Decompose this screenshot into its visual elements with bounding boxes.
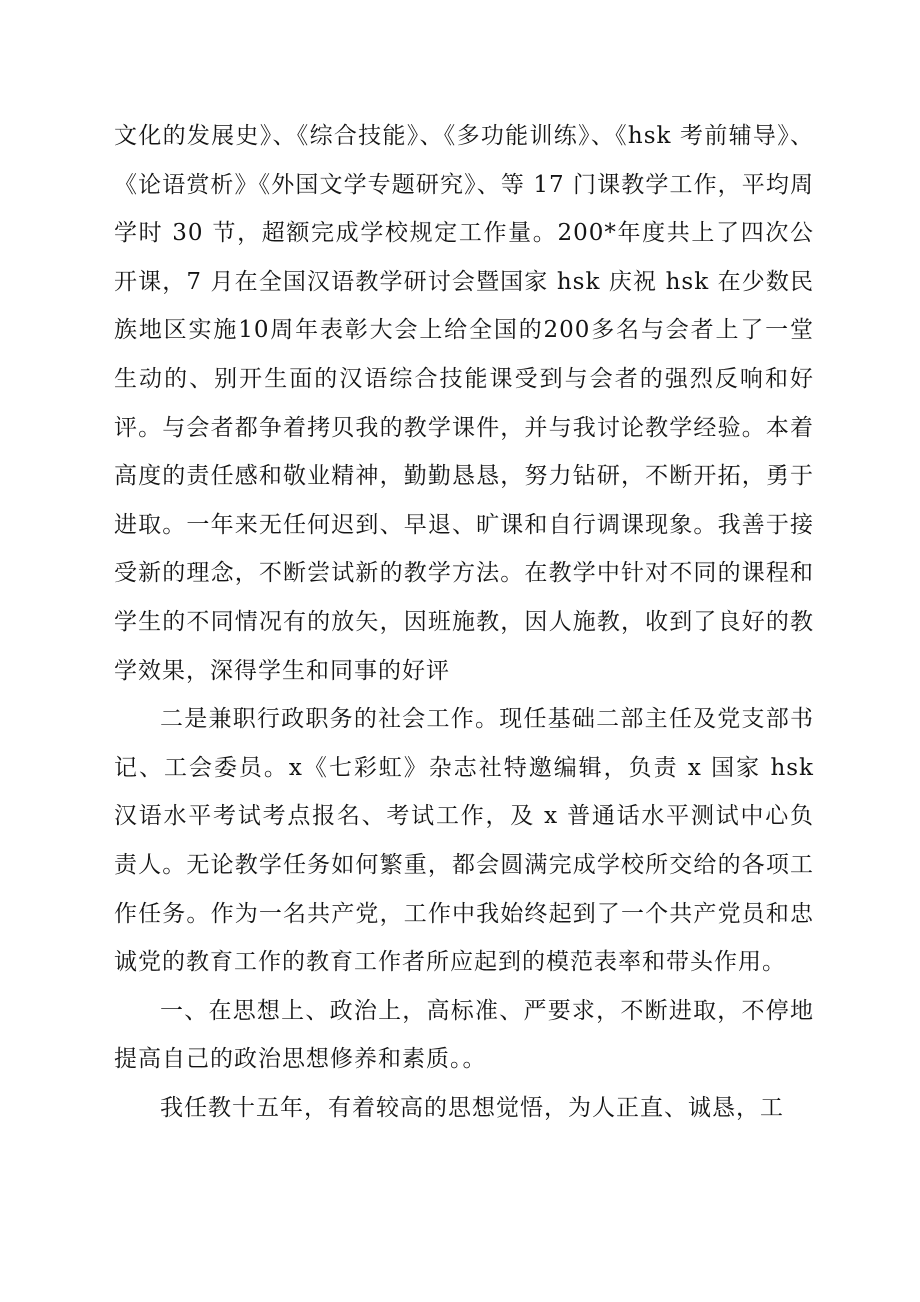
paragraph-teaching-work: 文化的发展史》、《综合技能》、《多功能训练》、《hsk 考前辅导》、《论语赏析》《外国文学专题研究》、等 17 门课教学工作，平均周学时 30 节，超额完成学校规定工作量。200*年度共上了四次公开课，7 月在全国汉语教学研讨会暨国家 hsk 庆祝 hsk 在少数民族地区实施10周年表彰大会上给全国的200多名与会者上了一堂生动的、别开生面的汉语综合技能课受到与会者的强烈反响和好评。与会者都争着拷贝我的教学课件，并与我讨论教学经验。本着高度的责任感和敬业精神，勤勤恳恳，努力钻研，不断开拓，勇于进取。一年来无任何迟到、早退、旷课和自行调课现象。我善于接受新的理念，不断尝试新的教学方法。在教学中针对不同的课程和学生的不同情况有的放矢，因班施教，因人施教，收到了良好的教学效果，深得学生和同事的好评	[114, 123, 814, 684]
paragraph-administrative-work: 二是兼职行政职务的社会工作。现任基础二部主任及党支部书记、工会委员。x《七彩虹》杂志社特邀编辑，负责 x 国家 hsk 汉语水平考试考点报名、考试工作，及 x 普通话水平测试中心负责人。无论教学任务如何繁重，都会圆满完成学校所交给的各项工作任务。作为一名共产党，工作中我始终起到了一个共产党员和忠诚党的教育工作的教育工作者所应起到的模范表率和带头作用。	[114, 706, 814, 976]
document-body	[114, 112, 814, 1132]
paragraph-section-heading-ideology: 一、在思想上、政治上，高标准、严要求，不断进取，不停地提高自己的政治思想修养和素质。。	[114, 997, 814, 1073]
paragraph-fifteen-years-teaching: 我任教十五年，有着较高的思想觉悟，为人正直、诚恳，工	[160, 1094, 784, 1121]
